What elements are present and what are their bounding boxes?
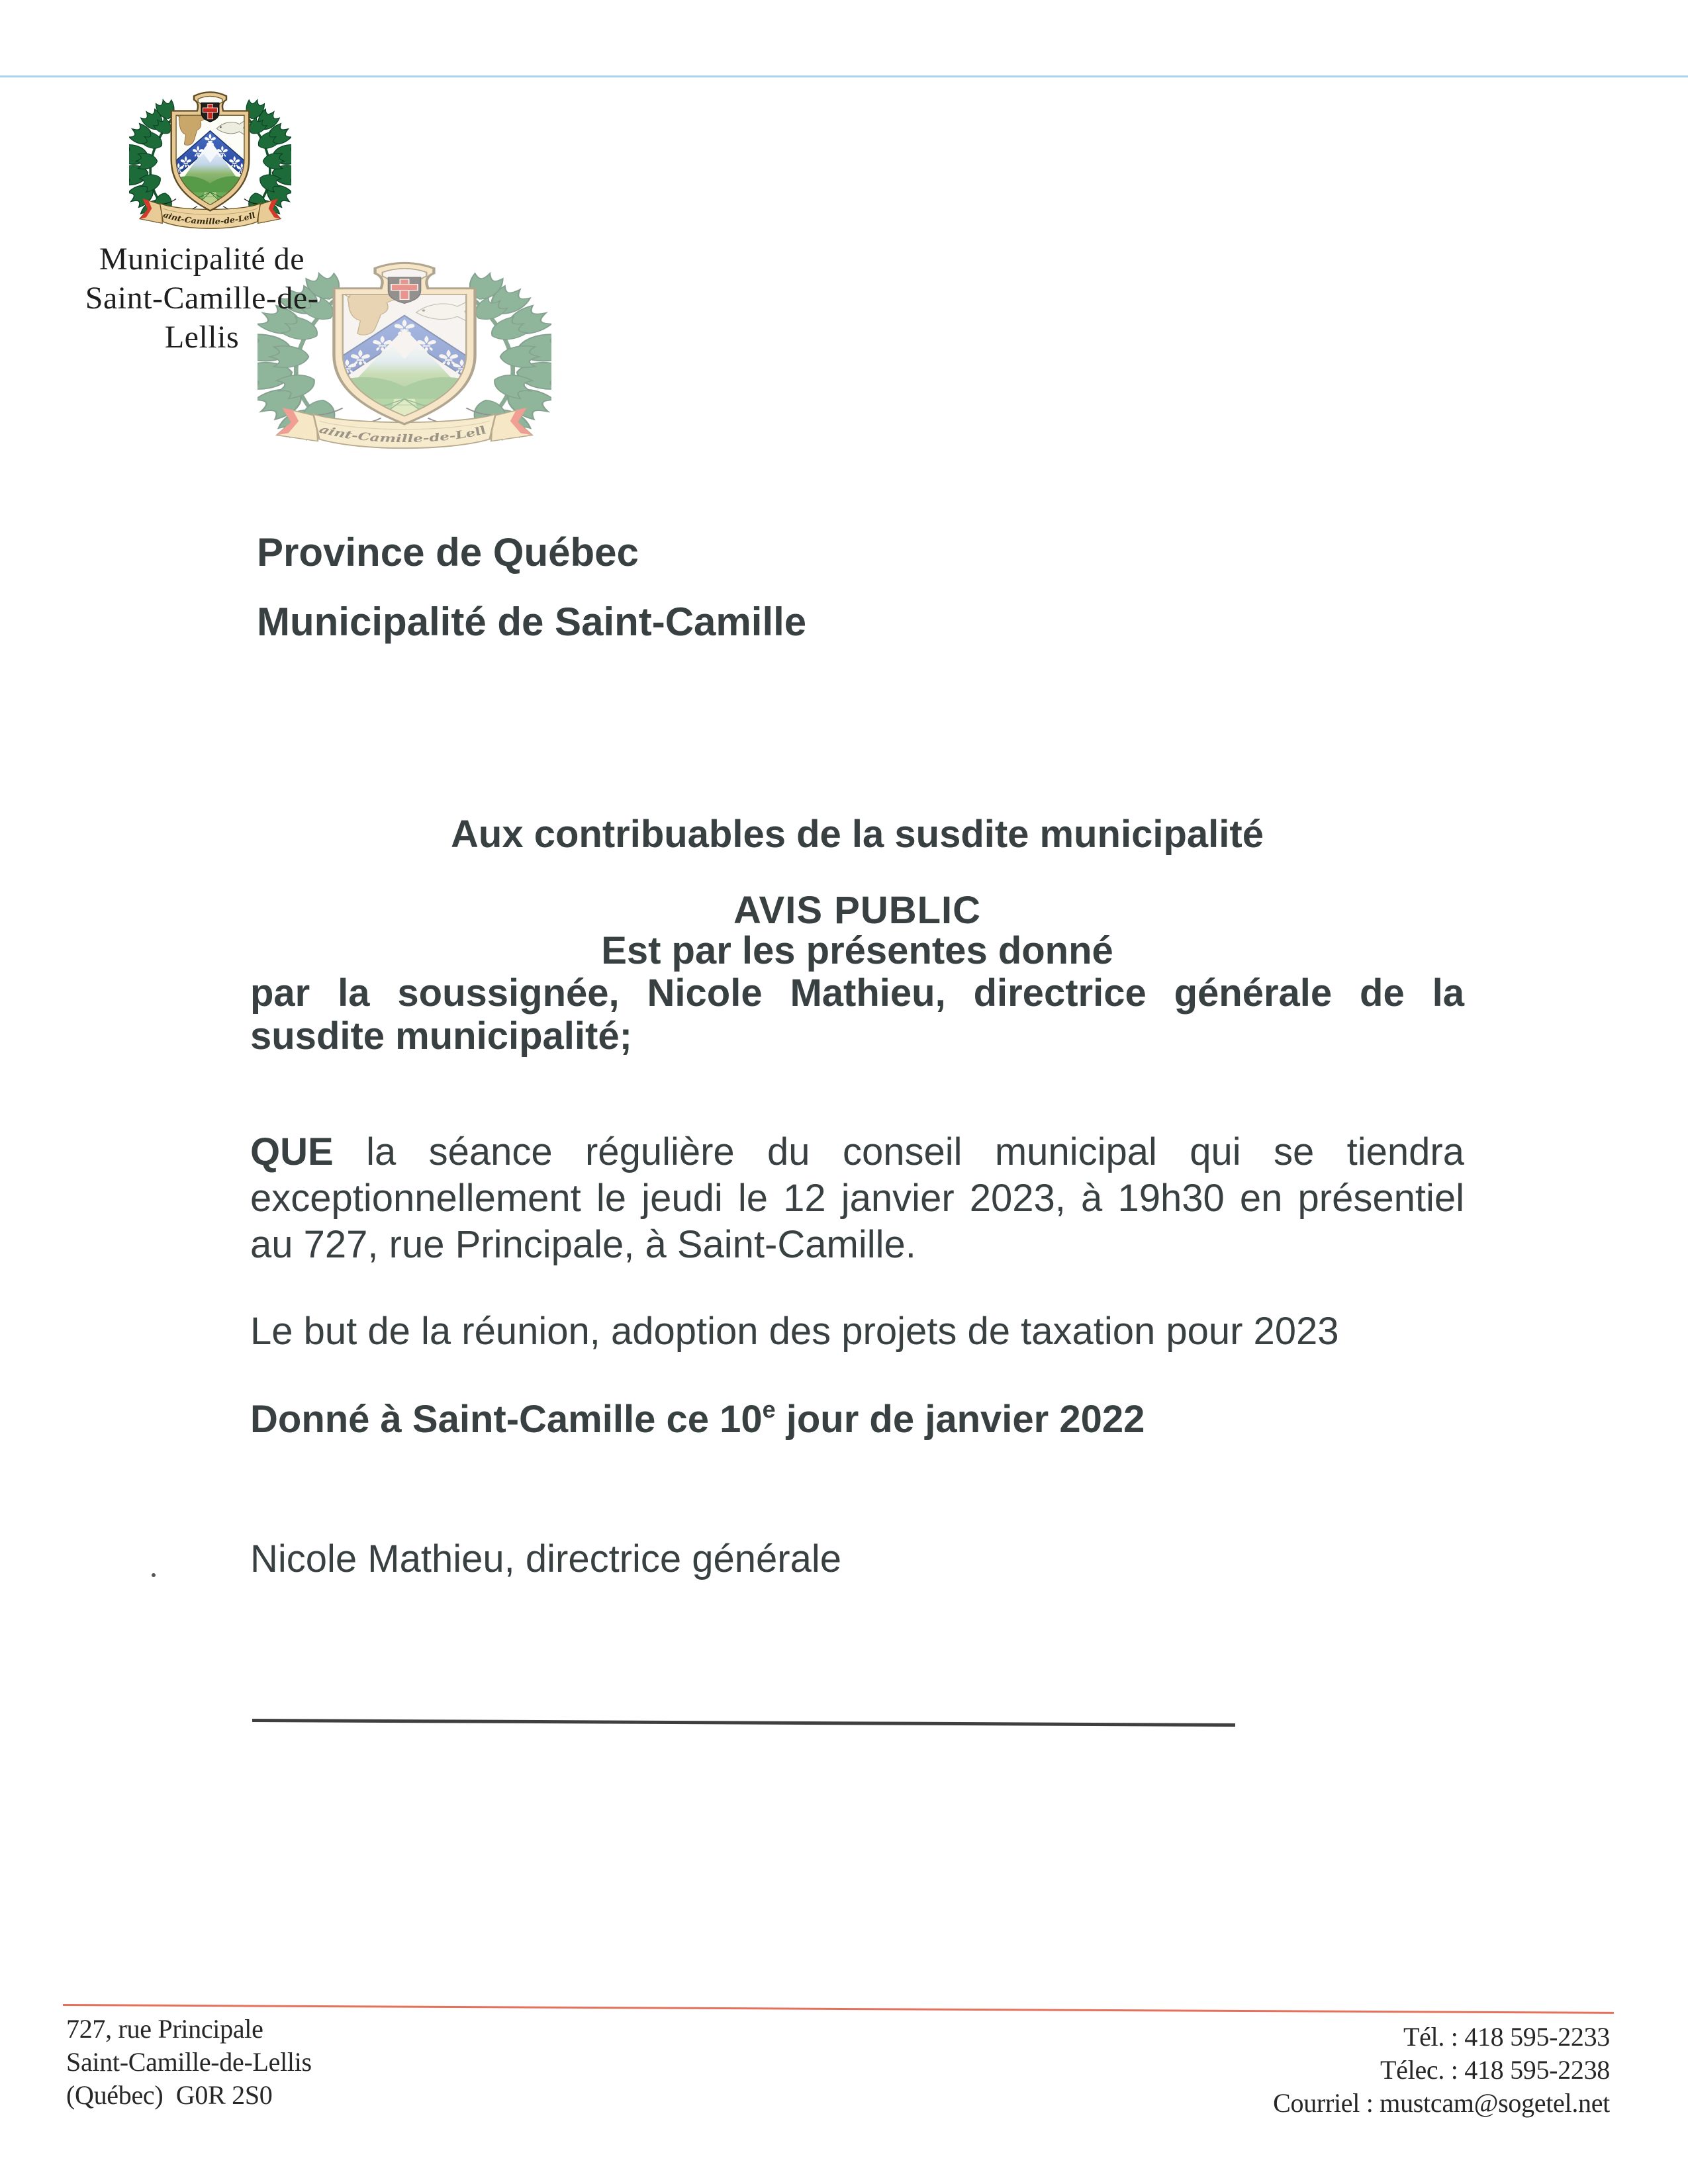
footer-phone: Tél. : 418 595-2233 bbox=[1403, 2022, 1610, 2052]
notice-given-line bbox=[250, 1396, 1464, 1442]
ordinal-superscript: e bbox=[762, 1396, 776, 1423]
que-keyword: QUE bbox=[250, 1130, 334, 1173]
footer-address-line2: Saint-Camille-de-Lellis bbox=[66, 2047, 312, 2077]
body-line: exceptionnellement le jeudi le 12 janvier 2023, à 19h30 en présentiel bbox=[250, 1177, 1464, 1220]
intro-line: par la soussignée, Nicole Mathieu, directrice générale de la bbox=[250, 972, 1464, 1015]
municipal-crest-logo bbox=[129, 83, 291, 240]
footer-address-line1: 727, rue Principale bbox=[66, 2014, 263, 2044]
signature-line bbox=[252, 1719, 1235, 1727]
notice-signatory: Nicole Mathieu, directrice générale bbox=[250, 1537, 841, 1580]
notice-purpose: Le but de la réunion, adoption des projets de taxation pour 2023 bbox=[250, 1310, 1339, 1353]
footer-email: Courriel : mustcam@sogetel.net bbox=[1273, 2088, 1610, 2118]
notice-subtitle: Est par les présentes donné bbox=[601, 929, 1113, 972]
given-suffix: jour de janvier 2022 bbox=[775, 1398, 1145, 1441]
notice-body-paragraph bbox=[250, 1129, 1464, 1268]
header-municipality: Municipalité de Saint-Camille bbox=[257, 600, 807, 644]
intro-line: susdite municipalité; bbox=[250, 1015, 632, 1058]
logo-caption-line1: Municipalité de bbox=[99, 242, 305, 277]
notice-title: AVIS PUBLIC bbox=[733, 889, 982, 932]
top-blue-rule bbox=[0, 75, 1688, 77]
footer-fax: Télec. : 418 595-2238 bbox=[1380, 2055, 1610, 2085]
body-line-rest: la séance régulière du conseil municipal qui se tiendra bbox=[333, 1130, 1464, 1173]
notice-addressee: Aux contribuables de la susdite municipalité bbox=[451, 813, 1264, 856]
footer-contacts bbox=[1273, 2021, 1610, 2120]
body-line bbox=[250, 1129, 1464, 1175]
footer-address-line3: (Québec) G0R 2S0 bbox=[66, 2080, 273, 2110]
footer-address bbox=[66, 2013, 312, 2112]
logo-caption bbox=[56, 240, 348, 357]
header-province: Province de Québec bbox=[257, 530, 639, 574]
notice-intro-paragraph bbox=[250, 972, 1464, 1058]
given-prefix: Donné à Saint-Camille ce 10 bbox=[250, 1398, 763, 1441]
logo-caption-line2: Saint-Camille-de-Lellis bbox=[85, 281, 319, 355]
body-line: au 727, rue Principale, à Saint-Camille. bbox=[250, 1223, 916, 1266]
scan-artifact-dot bbox=[152, 1573, 156, 1577]
